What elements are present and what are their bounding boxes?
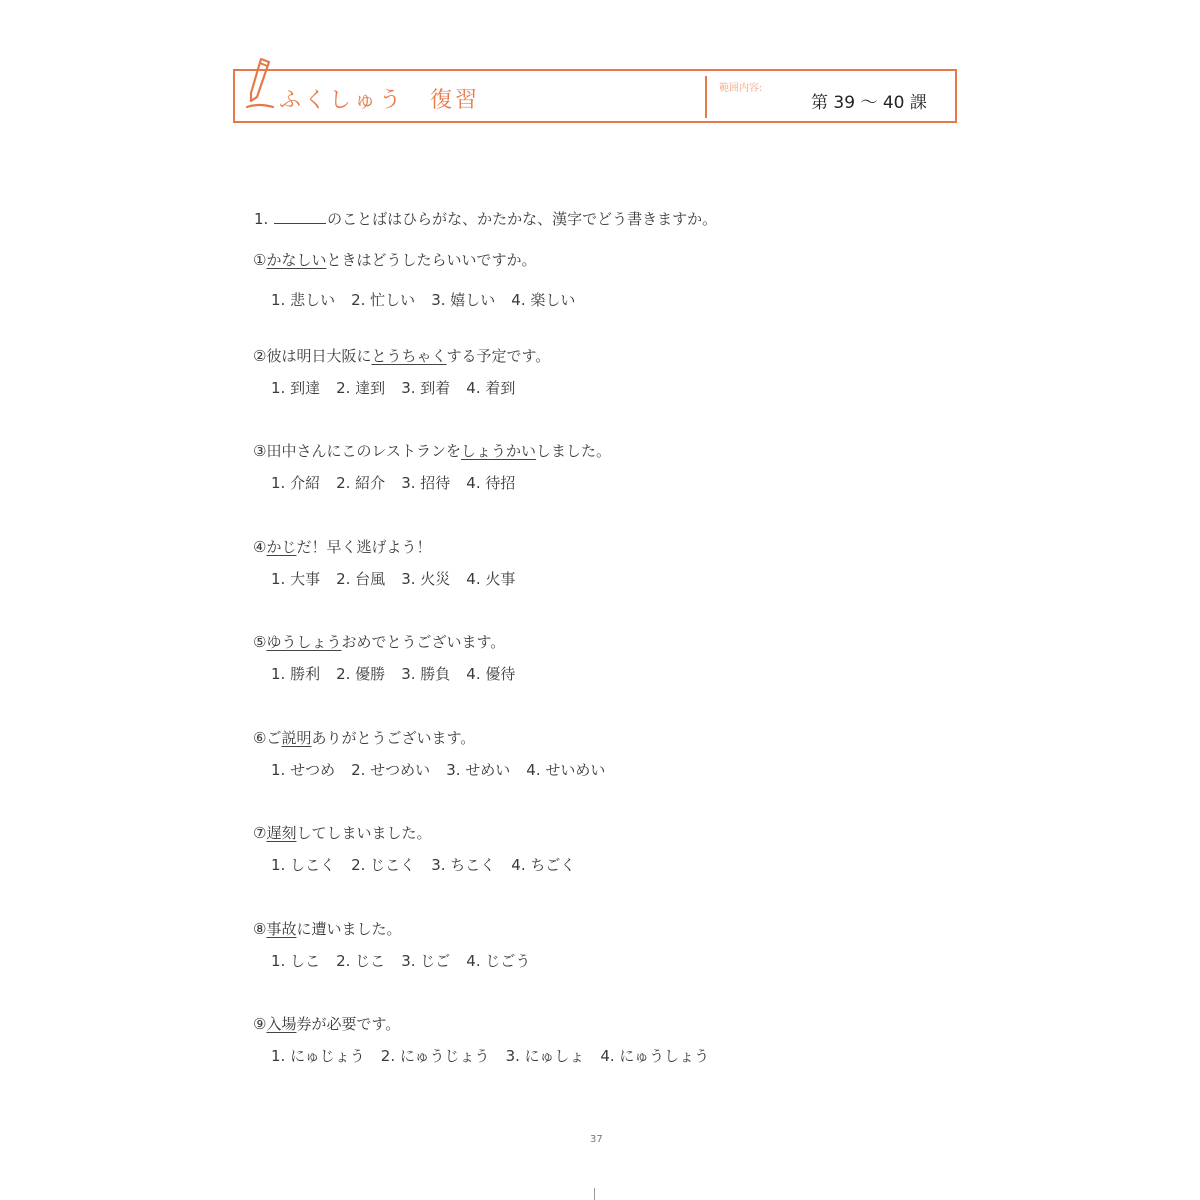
page-number: 37 (590, 1134, 603, 1145)
answer-choices (271, 567, 953, 591)
question-number: ⑧ (253, 920, 267, 938)
question-item (253, 535, 953, 591)
answer-choice[interactable]: 3. ちこく (431, 856, 496, 874)
instruction-number: 1. (254, 210, 269, 228)
question-number: ② (253, 347, 267, 365)
answer-choices (271, 853, 953, 877)
range-label: 範囲内容: (719, 83, 763, 94)
question-after: 券が必要です。 (296, 1015, 401, 1033)
answer-choice[interactable]: 2. 忙しい (351, 291, 416, 309)
question-number: ⑦ (253, 824, 267, 842)
question-target: 事故 (266, 920, 297, 938)
question-item (253, 248, 953, 312)
answer-choice[interactable]: 1. しこく (271, 856, 336, 874)
answer-choice[interactable]: 3. 火災 (401, 570, 451, 588)
question-target: 説明 (281, 729, 312, 747)
question-after: してしまいました。 (296, 824, 432, 842)
answer-choice[interactable]: 3. 嬉しい (431, 291, 496, 309)
question-after: に遭いました。 (296, 920, 402, 938)
question-number: ④ (253, 538, 267, 556)
lesson-header (233, 69, 957, 123)
answer-choice[interactable]: 3. 招待 (401, 474, 451, 492)
answer-choices (271, 288, 953, 312)
footer-divider (594, 1188, 595, 1200)
answer-choice[interactable]: 3. せめい (446, 761, 511, 779)
question-item (253, 1012, 953, 1068)
question-target: かなしい (266, 251, 327, 269)
answer-choice[interactable]: 4. にゅうしょう (600, 1047, 710, 1065)
answer-choice[interactable]: 1. しこ (271, 952, 321, 970)
answer-choice[interactable]: 3. 勝負 (401, 665, 451, 683)
question-item (253, 344, 953, 400)
question-target: かじ (266, 538, 297, 556)
answer-choice[interactable]: 2. じこ (336, 952, 386, 970)
answer-choice[interactable]: 4. 楽しい (511, 291, 576, 309)
answer-choice[interactable]: 3. じご (401, 952, 451, 970)
question-item (253, 726, 953, 782)
instruction-text: のことばはひらがな、かたかな、漢字でどう書きますか。 (327, 210, 718, 228)
question-item (253, 821, 953, 877)
question-text (253, 726, 953, 750)
answer-choice[interactable]: 4. 火事 (466, 570, 516, 588)
answer-choice[interactable]: 2. じこく (351, 856, 416, 874)
question-target: しょうかい (461, 442, 537, 460)
question-number: ⑥ (253, 729, 267, 747)
question-after: ありがとうございます。 (311, 729, 476, 747)
question-number: ⑨ (253, 1015, 267, 1033)
question-item (253, 630, 953, 686)
answer-choice[interactable]: 1. せつめ (271, 761, 336, 779)
answer-choice[interactable]: 3. 到着 (401, 379, 451, 397)
answer-choice[interactable]: 2. にゅうじょう (380, 1047, 490, 1065)
answer-choices (271, 662, 953, 686)
range-value: 第 39 〜 40 課 (811, 93, 927, 113)
question-before: ご (266, 729, 282, 747)
answer-choices (271, 949, 953, 973)
question-item (253, 917, 953, 973)
question-target: とうちゃく (371, 347, 447, 365)
question-after: しました。 (536, 442, 612, 460)
answer-choice[interactable]: 2. せつめい (351, 761, 431, 779)
answer-choice[interactable]: 1. 到達 (271, 379, 321, 397)
question-after: だ！早く逃げよう！ (296, 538, 432, 556)
question-after: する予定です。 (446, 347, 551, 365)
answer-choice[interactable]: 2. 紹介 (336, 474, 386, 492)
answer-choices (271, 1044, 953, 1068)
question-target: 遅刻 (266, 824, 297, 842)
answer-choice[interactable]: 3. にゅしょ (505, 1047, 585, 1065)
question-before: 田中さんにこのレストランを (266, 442, 462, 460)
question-after: ときはどうしたらいいですか。 (326, 251, 537, 269)
answer-choice[interactable]: 1. 悲しい (271, 291, 336, 309)
answer-choice[interactable]: 1. 大事 (271, 570, 321, 588)
answer-choice[interactable]: 2. 達到 (336, 379, 386, 397)
question-number: ③ (253, 442, 267, 460)
question-item (253, 439, 953, 495)
title-kanji: 復習 (430, 88, 481, 113)
question-text (253, 1012, 953, 1036)
instruction (254, 208, 717, 229)
answer-choice[interactable]: 4. じごう (466, 952, 531, 970)
question-text (253, 535, 953, 559)
pencil-icon (245, 57, 275, 113)
answer-choices (271, 758, 953, 782)
answer-choice[interactable]: 4. 優待 (466, 665, 516, 683)
question-text (253, 917, 953, 941)
question-target: ゆうしょう (266, 633, 342, 651)
question-after: おめでとうございます。 (341, 633, 506, 651)
question-before: 彼は明日大阪に (266, 347, 372, 365)
question-number: ⑤ (253, 633, 267, 651)
title-kana: ふくしゅう (279, 88, 405, 113)
header-divider (705, 76, 707, 118)
answer-choice[interactable]: 4. ちごく (511, 856, 576, 874)
question-text (253, 248, 953, 272)
question-target: 入場 (266, 1015, 297, 1033)
question-text (253, 821, 953, 845)
answer-choice[interactable]: 1. 介紹 (271, 474, 321, 492)
blank-line (274, 210, 326, 224)
answer-choice[interactable]: 4. 待招 (466, 474, 516, 492)
answer-choices (271, 376, 953, 400)
page-title (279, 83, 480, 114)
answer-choice[interactable]: 1. 勝利 (271, 665, 321, 683)
answer-choice[interactable]: 2. 台風 (336, 570, 386, 588)
answer-choice[interactable]: 4. せいめい (526, 761, 606, 779)
answer-choice[interactable]: 4. 着到 (466, 379, 516, 397)
question-text (253, 630, 953, 654)
question-text (253, 344, 953, 368)
answer-choices (271, 471, 953, 495)
answer-choice[interactable]: 2. 優勝 (336, 665, 386, 683)
question-number: ① (253, 251, 267, 269)
question-text (253, 439, 953, 463)
answer-choice[interactable]: 1. にゅじょう (271, 1047, 365, 1065)
